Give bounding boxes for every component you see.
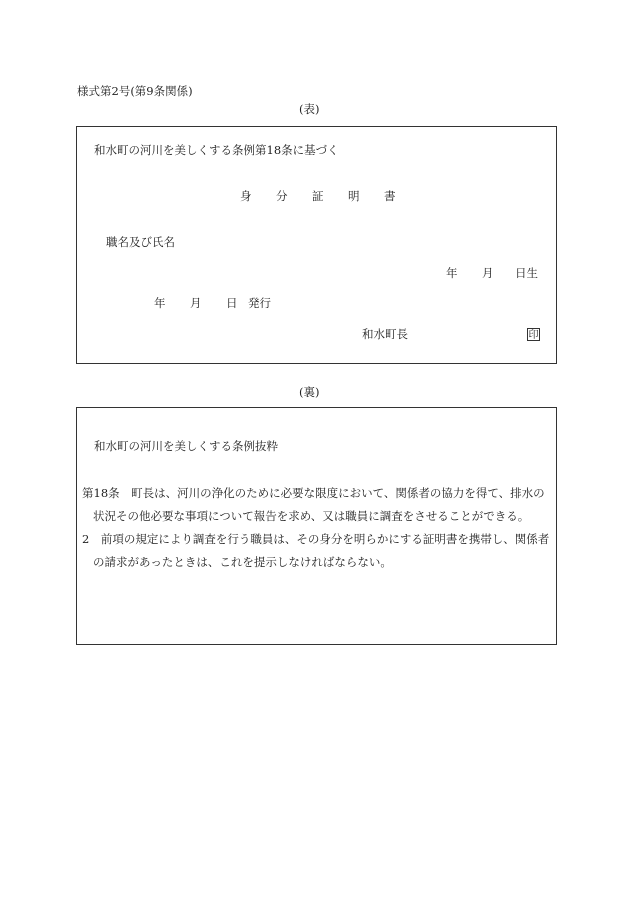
- ordinance-articles: [82, 482, 553, 574]
- job-title-name-label: 職名及び氏名: [106, 235, 175, 249]
- title-char: 書: [384, 189, 396, 203]
- article-18-paragraph-2: 2 前項の規定により調査を行う職員は、その身分を明らかにする証明書を携帯し、関係者の請求があったときは、これを提示しなければならない。: [82, 532, 550, 569]
- issue-label: 発行: [248, 296, 271, 310]
- form-number-label: 様式第2号(第9条関係): [77, 84, 193, 98]
- front-side-label: (表): [299, 102, 320, 116]
- seal-mark: 印: [528, 330, 539, 341]
- legal-basis-text: 和水町の河川を美しくする条例第18条に基づく: [94, 143, 339, 157]
- back-side-label: (裏): [299, 385, 320, 399]
- title-char: 身: [240, 189, 252, 203]
- title-char: 証: [312, 189, 324, 203]
- issue-day: 日: [226, 296, 238, 310]
- birth-day: 日生: [515, 266, 538, 280]
- birth-year: 年: [446, 266, 458, 280]
- issue-month: 月: [190, 296, 202, 310]
- article-18: 第18条 町長は、河川の浄化のために必要な限度において、関係者の協力を得て、排水の状況その他必要な事項について報告を求め、又は職員に調査をさせることができる。: [82, 486, 545, 523]
- ordinance-excerpt-heading: 和水町の河川を美しくする条例抜粋: [94, 439, 278, 453]
- birth-month: 月: [482, 266, 494, 280]
- issue-year: 年: [154, 296, 166, 310]
- issuer-name: 和水町長: [362, 327, 408, 341]
- title-char: 明: [348, 189, 360, 203]
- title-char: 分: [276, 189, 288, 203]
